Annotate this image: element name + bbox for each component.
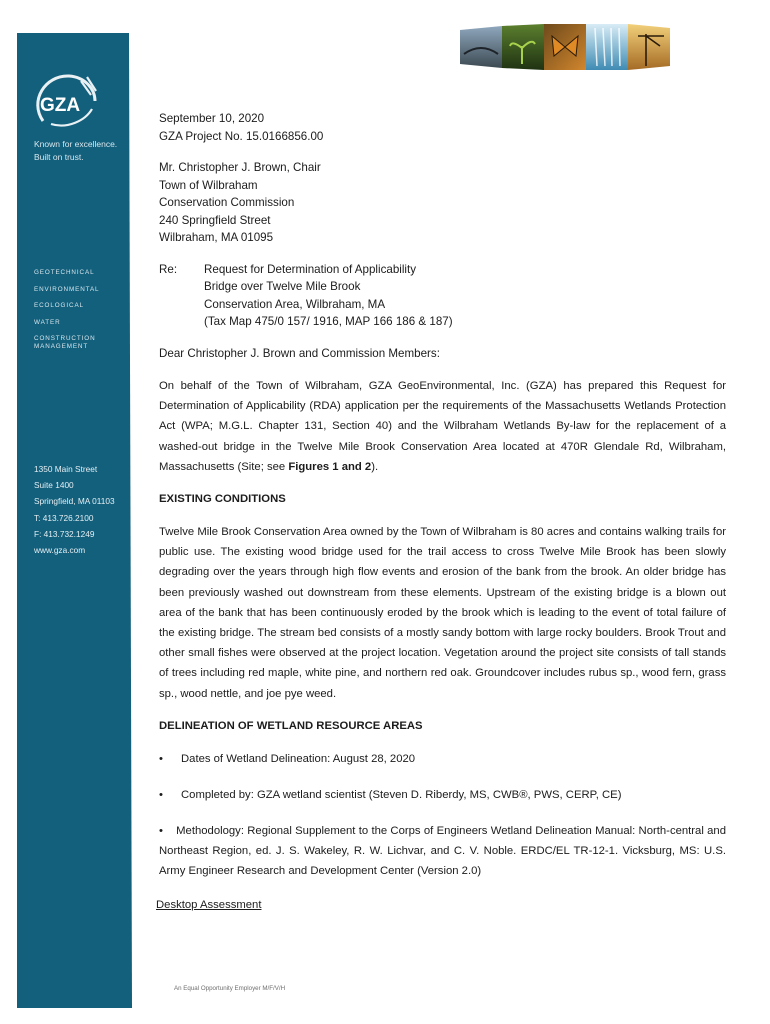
recipient-line: Conservation Commission [159, 196, 295, 209]
salutation: Dear Christopher J. Brown and Commission Members: [159, 346, 440, 360]
service-item: ENVIRONMENTAL [34, 285, 100, 293]
gza-logo-icon [35, 71, 97, 129]
header-photo-strip [460, 24, 670, 70]
desktop-assessment-heading: Desktop Assessment [156, 899, 262, 912]
website-link[interactable]: www.gza.com [34, 545, 86, 556]
subject-line: Conservation Area, Wilbraham, MA [204, 297, 386, 311]
bullet-icon: • [159, 788, 163, 801]
photo-crane [628, 24, 670, 70]
bullet-text: Completed by: GZA wetland scientist (Steven D. Riberdy, MS, CWB®, PWS, CERP, CE) [181, 788, 622, 801]
bullet-icon: • [159, 824, 163, 837]
list-item [159, 821, 726, 882]
letter-date: September 10, 2020 [159, 112, 265, 125]
subject-line: Bridge over Twelve Mile Brook [204, 280, 361, 293]
figures-reference: Figures 1 and 2 [288, 460, 372, 473]
subject-block [159, 261, 726, 331]
fax-line: F: 413.732.1249 [34, 528, 95, 539]
services-list [34, 269, 114, 360]
list-item [159, 749, 726, 769]
service-item: ECOLOGICAL [34, 302, 84, 309]
methodology-text: Methodology: Regional Supplement to the Corps of Engineers Wetland Delineation Manual: North-central and Northeast Region, ed. J. S. Wakeley, R. W. Lichvar, and C. V. Noble. ERDC/EL TR-12-1. Vicksburg, MS: U.S. Army Engineer Research and Development Center (Version 2.0) [159, 824, 726, 878]
service-item: WATER [34, 318, 61, 326]
delineation-heading: DELINEATION OF WETLAND RESOURCE AREAS [159, 719, 423, 732]
tagline-line: Known for excellence. [34, 139, 118, 149]
tagline-line: Built on trust. [34, 152, 84, 162]
tagline [34, 138, 117, 164]
logo-text: GZA [40, 95, 81, 116]
letter-body [156, 110, 726, 914]
recipient-line: Town of Wilbraham [159, 178, 258, 192]
subject-label: Re: [159, 262, 178, 276]
recipient-line: 240 Springfield Street [159, 213, 271, 227]
project-number: GZA Project No. 15.0166856.00 [159, 129, 324, 143]
service-item: GEOTECHNICAL [34, 269, 95, 276]
existing-conditions-paragraph: Twelve Mile Brook Conservation Area owned by the Town of Wilbraham is 80 acres and contains walking trails for public use. The existing wood bridge used for the trail access to cross Twelve Mile Brook has been slowly degrading over the years through high flow events and erosion of the bank from the brook. An older bridge has been previously washed out downstream from these elements. Upstream of the existing bridge is a blown out area of the bank that has been continuously eroded by the brook which is leading to the event of total failure of the existing bridge. The stream bed consists of a mostly sandy bottom with large rocky boulders. Brook Trout and other small fishes were observed at the project location. Vegetation around the project site consists of tall stands of trees including red maple, white pine, and northern red oak. Groundcover includes rubus sp., wood fern, grass sp., wood nettle, and joe pye weed. [159, 526, 726, 700]
bullet-icon: • [159, 752, 163, 765]
address-line: 1350 Main Street [34, 464, 98, 474]
recipient-line: Wilbraham, MA 01095 [159, 231, 274, 244]
address-line: Suite 1400 [34, 480, 74, 491]
sidebar-band [17, 33, 132, 1008]
intro-paragraph: On behalf of the Town of Wilbraham, GZA GeoEnvironmental, Inc. (GZA) has prepared this Request for Determination of Applicability (RDA) application per the requirements of the Massachusetts Wetlands Protection Act (WPA; M.G.L. Chapter 131, Section 40) and the Wilbraham Wetlands By-law for the replacement of a washed-out bridge in the Twelve Mile Brook Conservation Area located at 470R Glendale Rd, Wilbraham, Massachusetts (Site; see Figures 1 and 2). [159, 380, 726, 473]
recipient-line: Mr. Christopher J. Brown, Chair [159, 161, 321, 174]
existing-conditions-heading: EXISTING CONDITIONS [159, 493, 286, 506]
list-item [159, 785, 726, 805]
subject-line: (Tax Map 475/0 157/ 1916, MAP 166 186 & 187) [204, 315, 453, 328]
address-line: Springfield, MA 01103 [34, 496, 115, 507]
service-item: CONSTRUCTION MANAGEMENT [34, 335, 96, 350]
date-block [159, 110, 726, 145]
subject-line: Request for Determination of Applicability [204, 262, 417, 276]
phone-line: T: 413.726.2100 [34, 512, 94, 523]
office-address [34, 461, 115, 558]
recipient-address [159, 159, 726, 247]
footer-eoe: An Equal Opportunity Employer M/F/V/H [174, 985, 286, 992]
bullet-text: Dates of Wetland Delineation: August 28, 2020 [181, 752, 416, 765]
photo-waterfall [586, 24, 628, 70]
